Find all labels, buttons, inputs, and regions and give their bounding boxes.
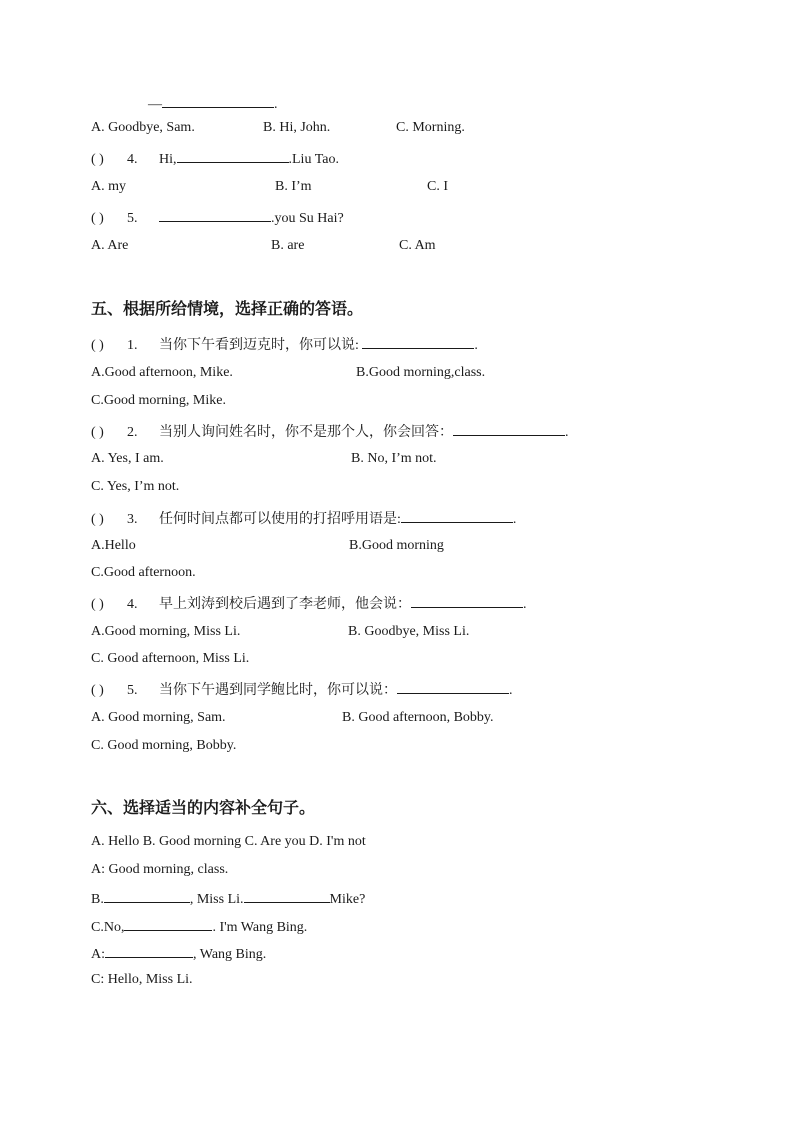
speaker-label: A: — [91, 947, 105, 962]
answer-blank[interactable] — [177, 147, 289, 163]
answer-blank[interactable] — [159, 206, 271, 222]
option-c[interactable]: C. Good afternoon, Miss Li. — [91, 651, 250, 666]
speaker-label: B. — [91, 892, 104, 907]
s6-dialog-line-5: C: Hello, Miss Li. — [91, 972, 193, 987]
dialog-text: . I'm Wang Bing. — [212, 920, 308, 935]
question-number: 5. — [127, 683, 138, 698]
answer-blank[interactable] — [105, 942, 193, 958]
stem-text: 任何时间点都可以使用的打招呼用语是: — [159, 512, 401, 527]
option-a[interactable]: A. Yes, I am. — [91, 451, 164, 466]
option-b[interactable]: B. Good afternoon, Bobby. — [342, 710, 494, 725]
period: . — [509, 683, 513, 698]
stem-text: 当别人询问姓名时，你不是那个人，你会回答： — [159, 425, 453, 440]
option-b[interactable]: B.Good morning — [349, 538, 444, 553]
option-b[interactable]: B. Goodbye, Miss Li. — [348, 624, 470, 639]
answer-blank[interactable] — [244, 887, 330, 903]
option-c[interactable]: C. Am — [399, 238, 436, 253]
period: . — [565, 425, 569, 440]
stem-text: 当你下午遇到同学鲍比时，你可以说： — [159, 683, 397, 698]
section-5-title: 五、根据所给情境，选择正确的答语。 — [91, 299, 364, 318]
answer-blank[interactable] — [104, 887, 190, 903]
stem-text-tail: .Liu Tao. — [288, 152, 339, 167]
option-b[interactable]: B. Hi, John. — [263, 120, 331, 135]
stem-text: 早上刘涛到校后遇到了李老师，他会说： — [159, 597, 411, 612]
option-b[interactable]: B. are — [271, 238, 305, 253]
option-c[interactable]: C.Good morning, Mike. — [91, 393, 226, 408]
period: . — [523, 597, 527, 612]
answer-blank[interactable] — [124, 915, 212, 931]
s6-dialog-line-3 — [91, 915, 307, 935]
option-a[interactable]: A.Good morning, Miss Li. — [91, 624, 241, 639]
period: . — [274, 97, 278, 112]
question-number: 5. — [127, 211, 138, 226]
option-c[interactable]: C. Good morning, Bobby. — [91, 738, 237, 753]
q3-answer-line — [148, 92, 278, 112]
s6-dialog-line-2 — [91, 887, 365, 907]
option-a[interactable]: A.Good afternoon, Mike. — [91, 365, 233, 380]
option-c[interactable]: C. I — [427, 179, 448, 194]
question-number: 1. — [127, 338, 138, 353]
option-a[interactable]: A. Goodbye, Sam. — [91, 120, 195, 135]
option-a[interactable]: A. Are — [91, 238, 129, 253]
q5-stem — [91, 206, 344, 226]
question-number: 3. — [127, 512, 138, 527]
option-c[interactable]: C. Yes, I’m not. — [91, 479, 180, 494]
s5-q3-stem — [91, 507, 516, 527]
speaker-label: C.No, — [91, 920, 125, 935]
answer-paren[interactable]: ( ) — [91, 152, 104, 167]
answer-paren[interactable]: ( ) — [91, 683, 104, 698]
s5-q5-stem — [91, 678, 513, 698]
stem-text: 当你下午看到迈克时，你可以说: — [159, 338, 363, 353]
section-6-title: 六、选择适当的内容补全句子。 — [91, 798, 316, 817]
dialog-text: , Miss Li. — [189, 892, 244, 907]
question-number: 4. — [127, 152, 138, 167]
s6-dialog-line-1: A: Good morning, class. — [91, 862, 229, 877]
answer-blank[interactable] — [401, 507, 513, 523]
question-number: 2. — [127, 425, 138, 440]
option-b[interactable]: B.Good morning,class. — [356, 365, 486, 380]
answer-blank[interactable] — [397, 678, 509, 694]
answer-blank[interactable] — [411, 592, 523, 608]
answer-paren[interactable]: ( ) — [91, 211, 104, 226]
answer-paren[interactable]: ( ) — [91, 338, 104, 353]
option-a[interactable]: A.Hello — [91, 538, 136, 553]
dialog-text: Mike? — [329, 892, 366, 907]
option-b[interactable]: B. I’m — [275, 179, 312, 194]
answer-paren[interactable]: ( ) — [91, 425, 104, 440]
option-c[interactable]: C.Good afternoon. — [91, 565, 196, 580]
question-number: 4. — [127, 597, 138, 612]
s6-dialog-line-4 — [91, 942, 266, 962]
option-b[interactable]: B. No, I’m not. — [351, 451, 437, 466]
dash-mark: — — [148, 97, 162, 112]
stem-text: Hi, — [159, 152, 177, 167]
stem-text-tail: .you Su Hai? — [271, 211, 344, 226]
answer-paren[interactable]: ( ) — [91, 512, 104, 527]
answer-paren[interactable]: ( ) — [91, 597, 104, 612]
option-c[interactable]: C. Morning. — [396, 120, 465, 135]
s5-q2-stem — [91, 420, 569, 440]
answer-blank[interactable] — [362, 333, 474, 349]
answer-blank[interactable] — [162, 92, 274, 108]
q4-stem — [91, 147, 339, 167]
period: . — [512, 512, 517, 527]
s6-option-bank: A. Hello B. Good morning C. Are you D. I'm not — [91, 834, 366, 849]
s5-q4-stem — [91, 592, 527, 612]
s5-q1-stem — [91, 333, 478, 353]
option-a[interactable]: A. Good morning, Sam. — [91, 710, 226, 725]
period: . — [474, 338, 478, 353]
option-a[interactable]: A. my — [91, 179, 126, 194]
dialog-text: , Wang Bing. — [193, 947, 267, 962]
answer-blank[interactable] — [453, 420, 565, 436]
